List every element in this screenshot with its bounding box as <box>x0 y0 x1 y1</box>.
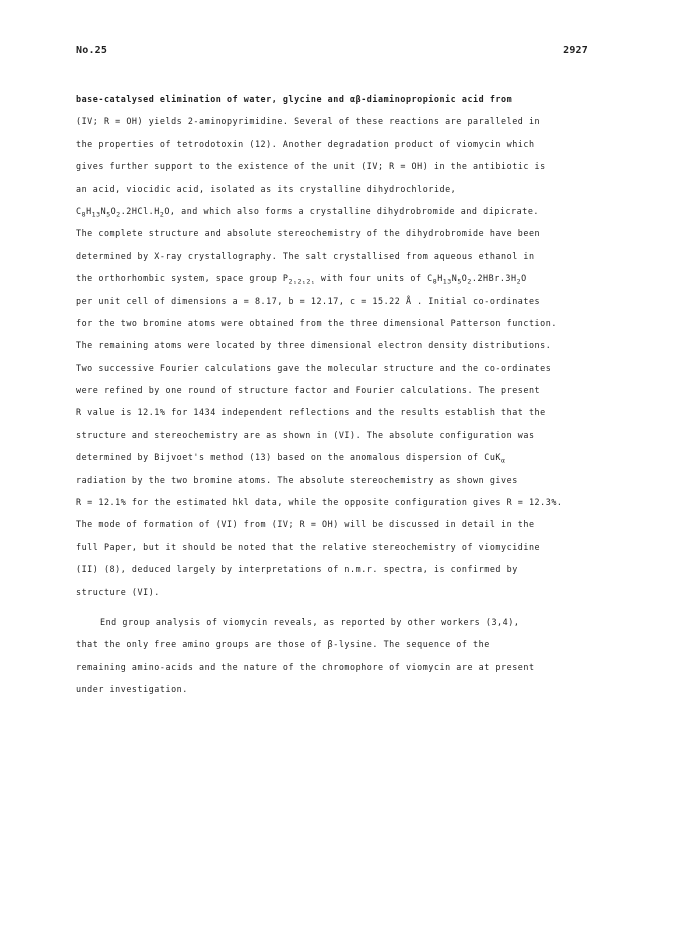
text-line: The complete structure and absolute stereochemistry of the dihydrobromide have been <box>76 228 541 239</box>
text-line: under investigation. <box>76 684 188 695</box>
space-group-subscript: 2₁2₁2₁ <box>288 277 316 286</box>
text-line-formula: determined by Bijvoet's method (13) based on the anomalous dispersion of CuK$_\alpha$ <box>76 452 506 465</box>
text-line: full Paper, but it should be noted that the relative stereochemistry of viomycidine <box>76 541 541 552</box>
paragraph-1 <box>76 88 596 603</box>
journal-issue: No.25 <box>76 45 108 56</box>
text-line: gives further support to the existence of the unit (IV; R = OH) in the antibiotic is <box>76 161 546 172</box>
text-line-formula: the orthorhombic system, space group $P_{2_12_12_1}$ with four units of $C_8H_{13}N_5O_2.2HBr.3H_2O$ <box>76 273 527 286</box>
text-line: (IV; R = OH) yields 2-aminopyrimidine. Several of these reactions are paralleled in <box>76 116 541 127</box>
text-line: the properties of tetrodotoxin (12). Another degradation product of viomycin which <box>76 138 535 149</box>
text-line: Two successive Fourier calculations gave the molecular structure and the co-ordinates <box>76 362 552 373</box>
text-line: The mode of formation of (VI) from (IV; R = OH) will be discussed in detail in the <box>76 519 535 530</box>
text-line: remaining amino-acids and the nature of the chromophore of viomycin are at present <box>76 661 535 672</box>
text-line: R = 12.1% for the estimated hkl data, while the opposite configuration gives R = 12.3%. <box>76 497 563 508</box>
text-line: (II) (8), deduced largely by interpretations of n.m.r. spectra, is confirmed by <box>76 564 518 575</box>
text-line: an acid, viocidic acid, isolated as its crystalline dihydrochloride, <box>76 183 457 194</box>
text-line: R value is 12.1% for 1434 independent reflections and the results establish that the <box>76 407 546 418</box>
text-line: radiation by the two bromine atoms. The absolute stereochemistry as shown gives <box>76 474 518 485</box>
text-line: End group analysis of viomycin reveals, as reported by other workers (3,4), <box>100 616 520 627</box>
text-line: that the only free amino groups are those of β-lysine. The sequence of the <box>76 639 490 650</box>
text-line: The remaining atoms were located by three dimensional electron density distributions. <box>76 340 552 351</box>
text-line: structure (VI). <box>76 586 160 597</box>
text-line: for the two bromine atoms were obtained from the three dimensional Patterson function. <box>76 317 557 328</box>
text-line: structure and stereochemistry are as shown in (VI). The absolute configuration was <box>76 429 535 440</box>
article-body <box>76 88 596 701</box>
text-line: per unit cell of dimensions a = 8.17, b = 12.17, c = 15.22 Å . Initial co-ordinates <box>76 295 541 306</box>
text-line: base-catalysed elimination of water, glycine and αβ-diaminopropionic acid from <box>76 94 513 104</box>
text-line-formula: $C_8H_{13}N_5O_2.2HCl.H_2O$, and which also forms a crystalline dihydrobromide and dipicrate. <box>76 205 540 219</box>
text-line: determined by X-ray crystallography. The salt crystallised from aqueous ethanol in <box>76 250 535 261</box>
page-number: 2927 <box>563 45 588 56</box>
text-line: were refined by one round of structure factor and Fourier calculations. The present <box>76 385 541 396</box>
paragraph-2 <box>76 611 596 701</box>
